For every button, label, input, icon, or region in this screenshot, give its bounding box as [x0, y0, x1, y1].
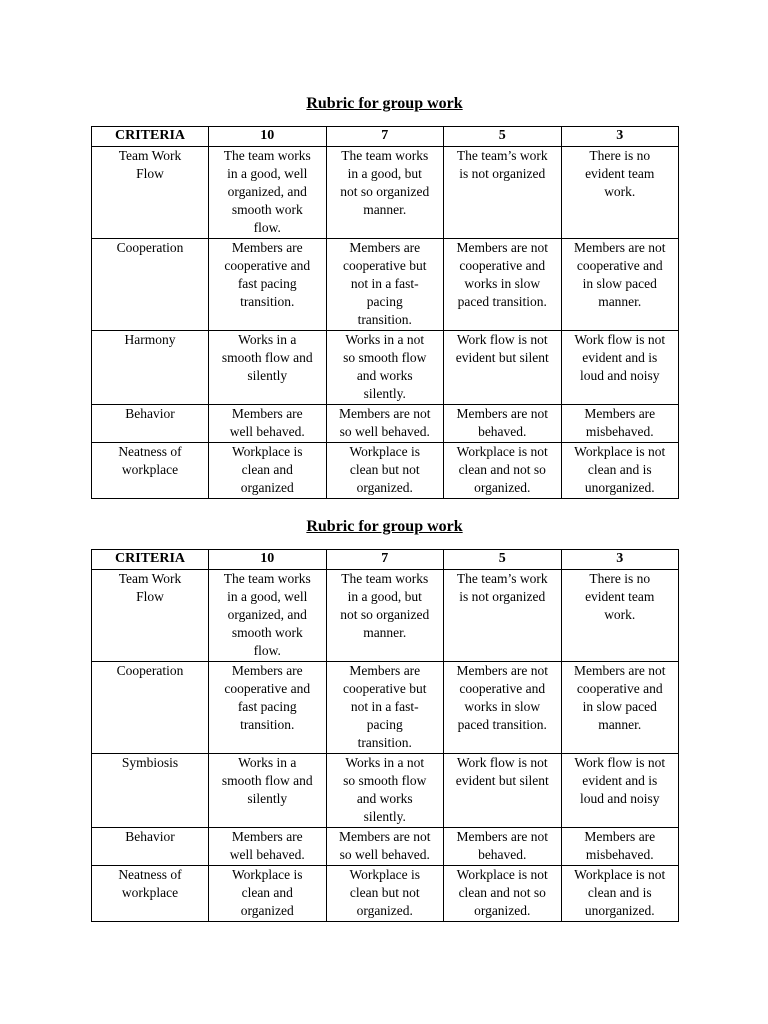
cell-text: Workplace is not clean and is unorganized. — [574, 867, 666, 918]
table-cell — [326, 331, 444, 405]
criteria-label: Symbiosis — [121, 755, 179, 770]
table-cell — [561, 828, 679, 866]
cell-text: Members are cooperative and fast pacing transition. — [224, 663, 311, 732]
cell-text: Workplace is clean but not organized. — [349, 444, 420, 495]
cell-text: Members are well behaved. — [229, 829, 305, 862]
header-score-10: 10 — [209, 127, 327, 147]
cell-text: Workplace is clean but not organized. — [349, 867, 420, 918]
cell-text: Members are not behaved. — [456, 829, 548, 862]
cell-text: The team works in a good, but not so organized manner. — [340, 571, 430, 640]
cell-text: Members are misbehaved. — [584, 406, 656, 439]
header-score-10: 10 — [209, 550, 327, 570]
table-cell — [561, 405, 679, 443]
table-cell — [209, 443, 327, 499]
cell-text: Workplace is clean and organized — [231, 444, 303, 495]
criteria-label: Team Work Flow — [118, 148, 182, 181]
cell-text: Members are misbehaved. — [584, 829, 656, 862]
criteria-cell — [92, 147, 209, 239]
table-cell — [326, 239, 444, 331]
table-cell — [444, 405, 562, 443]
header-score-3: 3 — [561, 127, 679, 147]
table-cell — [444, 147, 562, 239]
table-cell — [444, 570, 562, 662]
cell-text: The team’s work is not organized — [456, 571, 548, 604]
rubric-section — [91, 94, 678, 499]
cell-text: Members are not so well behaved. — [339, 406, 431, 439]
table-cell — [561, 147, 679, 239]
table-cell — [326, 405, 444, 443]
header-criteria: CRITERIA — [92, 127, 209, 147]
cell-text: Workplace is not clean and not so organized. — [456, 444, 548, 495]
table-cell — [561, 866, 679, 922]
table-row — [92, 570, 679, 662]
rubric-title: Rubric for group work — [306, 518, 463, 535]
cell-text: The team works in a good, but not so organized manner. — [340, 148, 430, 217]
cell-text: Works in a not so smooth flow and works silently. — [343, 332, 427, 401]
cell-text: The team works in a good, well organized, and smooth work flow. — [223, 148, 311, 235]
criteria-label: Cooperation — [116, 663, 184, 678]
cell-text: Members are cooperative and fast pacing transition. — [224, 240, 311, 309]
criteria-cell — [92, 570, 209, 662]
table-row — [92, 239, 679, 331]
table-cell — [561, 570, 679, 662]
cell-text: Work flow is not evident and is loud and noisy — [574, 332, 666, 383]
cell-text: Work flow is not evident but silent — [455, 755, 549, 788]
cell-text: Members are not cooperative and works in slow paced transition. — [456, 240, 548, 309]
table-cell — [561, 754, 679, 828]
header-score-7: 7 — [326, 550, 444, 570]
header-score-7: 7 — [326, 127, 444, 147]
table-cell — [444, 828, 562, 866]
table-cell — [326, 443, 444, 499]
table-cell — [326, 866, 444, 922]
table-cell — [444, 662, 562, 754]
criteria-label: Neatness of workplace — [118, 444, 182, 477]
table-cell — [209, 405, 327, 443]
table-row — [92, 754, 679, 828]
table-cell — [209, 331, 327, 405]
table-row — [92, 405, 679, 443]
criteria-cell — [92, 754, 209, 828]
cell-text: Works in a not so smooth flow and works silently. — [343, 755, 427, 824]
header-score-5: 5 — [444, 550, 562, 570]
table-cell — [209, 147, 327, 239]
table-cell — [209, 754, 327, 828]
table-cell — [326, 828, 444, 866]
table-cell — [326, 754, 444, 828]
cell-text: Members are not cooperative and in slow paced manner. — [574, 663, 666, 732]
criteria-cell — [92, 828, 209, 866]
header-criteria: CRITERIA — [92, 550, 209, 570]
header-score-5: 5 — [444, 127, 562, 147]
table-row — [92, 662, 679, 754]
table-cell — [326, 570, 444, 662]
table-header-row — [92, 127, 679, 147]
cell-text: Work flow is not evident but silent — [455, 332, 549, 365]
cell-text: Members are not cooperative and works in slow paced transition. — [456, 663, 548, 732]
rubric-section — [91, 517, 678, 922]
rubric-table — [91, 126, 679, 499]
cell-text: There is no evident team work. — [585, 148, 655, 199]
table-row — [92, 443, 679, 499]
criteria-cell — [92, 331, 209, 405]
criteria-cell — [92, 239, 209, 331]
table-row — [92, 331, 679, 405]
table-row — [92, 147, 679, 239]
cell-text: Members are well behaved. — [229, 406, 305, 439]
cell-text: Members are not cooperative and in slow paced manner. — [574, 240, 666, 309]
rubric-title: Rubric for group work — [306, 95, 463, 112]
cell-text: Works in a smooth flow and silently — [221, 332, 313, 383]
header-score-3: 3 — [561, 550, 679, 570]
criteria-cell — [92, 443, 209, 499]
table-cell — [444, 866, 562, 922]
cell-text: Members are not so well behaved. — [339, 829, 431, 862]
criteria-cell — [92, 662, 209, 754]
cell-text: Members are cooperative but not in a fast- pacing transition. — [342, 240, 427, 327]
criteria-label: Cooperation — [116, 240, 184, 255]
table-cell — [444, 239, 562, 331]
table-cell — [444, 443, 562, 499]
cell-text: Workplace is clean and organized — [231, 867, 303, 918]
table-row — [92, 866, 679, 922]
criteria-label: Neatness of workplace — [118, 867, 182, 900]
cell-text: Workplace is not clean and is unorganized. — [574, 444, 666, 495]
criteria-cell — [92, 405, 209, 443]
table-cell — [326, 662, 444, 754]
criteria-label: Behavior — [125, 406, 175, 421]
criteria-label: Behavior — [125, 829, 175, 844]
criteria-cell — [92, 866, 209, 922]
cell-text: Workplace is not clean and not so organized. — [456, 867, 548, 918]
cell-text: Members are cooperative but not in a fast- pacing transition. — [342, 663, 427, 750]
table-cell — [209, 866, 327, 922]
table-header-row — [92, 550, 679, 570]
table-cell — [209, 570, 327, 662]
table-cell — [561, 662, 679, 754]
rubric-table — [91, 549, 679, 922]
criteria-label: Harmony — [124, 332, 176, 347]
table-cell — [561, 443, 679, 499]
table-cell — [326, 147, 444, 239]
cell-text: There is no evident team work. — [585, 571, 655, 622]
cell-text: Members are not behaved. — [456, 406, 548, 439]
table-cell — [209, 662, 327, 754]
table-cell — [209, 239, 327, 331]
cell-text: Works in a smooth flow and silently — [221, 755, 313, 806]
table-row — [92, 828, 679, 866]
cell-text: Work flow is not evident and is loud and noisy — [574, 755, 666, 806]
table-cell — [444, 331, 562, 405]
criteria-label: Team Work Flow — [118, 571, 182, 604]
table-cell — [444, 754, 562, 828]
table-cell — [209, 828, 327, 866]
table-cell — [561, 239, 679, 331]
cell-text: The team works in a good, well organized, and smooth work flow. — [223, 571, 311, 658]
cell-text: The team’s work is not organized — [456, 148, 548, 181]
table-cell — [561, 331, 679, 405]
